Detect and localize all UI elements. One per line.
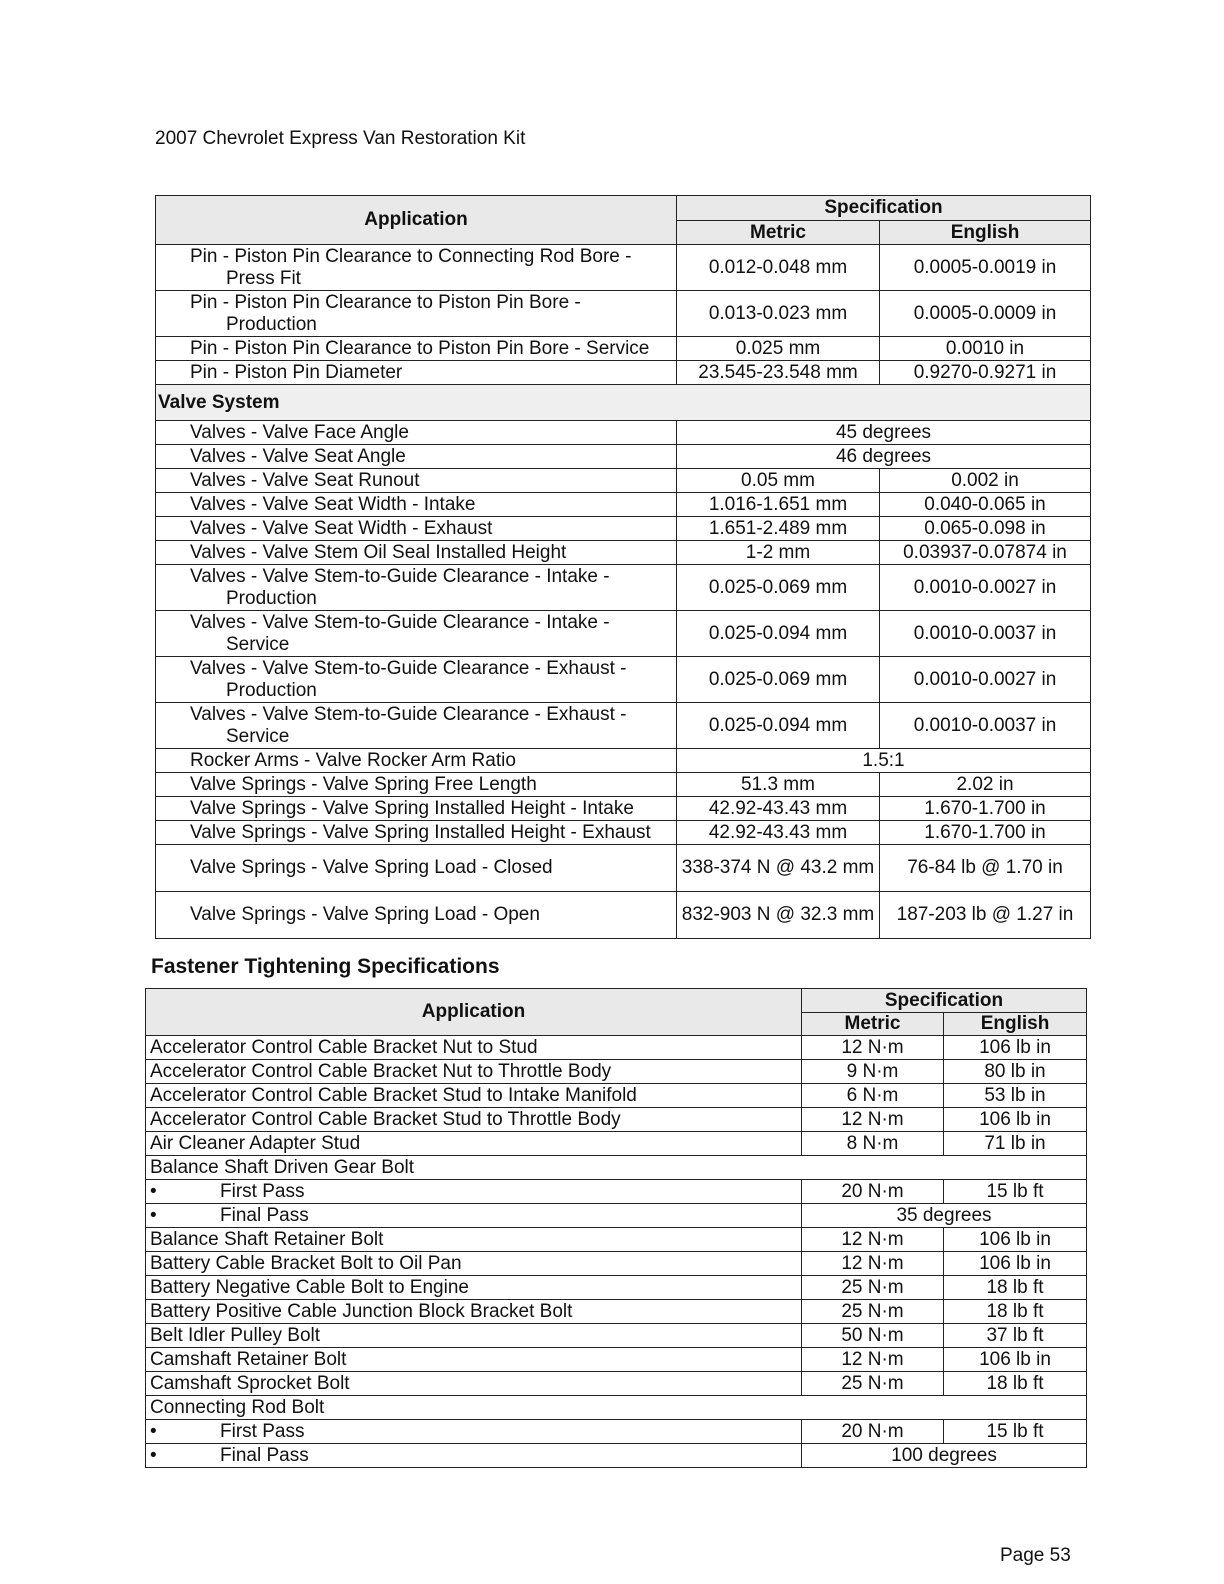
application-cell bbox=[146, 1204, 802, 1228]
application-text: Rocker Arms - Valve Rocker Arm Ratio bbox=[190, 749, 516, 771]
english-value-cell: 37 lb ft bbox=[944, 1324, 1087, 1348]
table-row bbox=[156, 337, 1091, 361]
column-header-metric: Metric bbox=[802, 1013, 944, 1036]
english-value-cell: 18 lb ft bbox=[944, 1276, 1087, 1300]
english-value-cell: 76-84 lb @ 1.70 in bbox=[880, 845, 1091, 892]
metric-value-cell: 12 N·m bbox=[802, 1036, 944, 1060]
table-row bbox=[146, 1396, 1087, 1420]
application-cell bbox=[156, 245, 677, 291]
application-cell bbox=[146, 1108, 802, 1132]
metric-value-cell: 25 N·m bbox=[802, 1372, 944, 1396]
application-text: Balance Shaft Retainer Bolt bbox=[150, 1228, 384, 1250]
application-text: Valves - Valve Stem-to-Guide Clearance - Intake - bbox=[190, 565, 610, 587]
application-text-continued: Press Fit bbox=[226, 267, 301, 289]
english-value-cell: 2.02 in bbox=[880, 773, 1091, 797]
table-row bbox=[156, 749, 1091, 773]
application-text: Valve Springs - Valve Spring Installed Height - Exhaust bbox=[190, 821, 651, 843]
application-text: Valves - Valve Stem Oil Seal Installed Height bbox=[190, 541, 567, 563]
metric-value-cell: 0.025 mm bbox=[677, 337, 880, 361]
metric-value-cell: 20 N·m bbox=[802, 1180, 944, 1204]
metric-value-cell: 0.05 mm bbox=[677, 469, 880, 493]
application-text: Accelerator Control Cable Bracket Nut to Stud bbox=[150, 1036, 538, 1058]
table-row bbox=[146, 1228, 1087, 1252]
bullet-icon: • bbox=[150, 1444, 157, 1466]
english-value-cell: 18 lb ft bbox=[944, 1300, 1087, 1324]
application-text: Pin - Piston Pin Diameter bbox=[190, 361, 403, 383]
table-row bbox=[146, 1276, 1087, 1300]
application-cell bbox=[156, 845, 677, 892]
application-cell bbox=[146, 1252, 802, 1276]
english-value-cell: 0.0005-0.0009 in bbox=[880, 291, 1091, 337]
column-header-specification: Specification bbox=[677, 196, 1091, 221]
application-text: Valves - Valve Stem-to-Guide Clearance - Intake - bbox=[190, 611, 610, 633]
english-value-cell: 1.670-1.700 in bbox=[880, 821, 1091, 845]
english-value-cell: 53 lb in bbox=[944, 1084, 1087, 1108]
table-row bbox=[156, 493, 1091, 517]
application-cell bbox=[156, 421, 677, 445]
column-header-specification: Specification bbox=[802, 989, 1087, 1013]
english-value-cell: 0.0010 in bbox=[880, 337, 1091, 361]
table-row bbox=[156, 611, 1091, 657]
english-value-cell: 106 lb in bbox=[944, 1228, 1087, 1252]
application-cell bbox=[146, 1228, 802, 1252]
application-text: Valve Springs - Valve Spring Installed Height - Intake bbox=[190, 797, 634, 819]
application-cell bbox=[156, 749, 677, 773]
metric-value-cell: 42.92-43.43 mm bbox=[677, 821, 880, 845]
metric-value-cell: 338-374 N @ 43.2 mm bbox=[677, 845, 880, 892]
table-row bbox=[146, 1060, 1087, 1084]
application-cell bbox=[156, 565, 677, 611]
application-text-continued: Service bbox=[226, 633, 290, 655]
application-cell bbox=[156, 892, 677, 939]
metric-value-cell: 0.013-0.023 mm bbox=[677, 291, 880, 337]
english-value-cell: 0.0010-0.0037 in bbox=[880, 703, 1091, 749]
english-value-cell: 0.0010-0.0027 in bbox=[880, 657, 1091, 703]
english-value-cell: 187-203 lb @ 1.27 in bbox=[880, 892, 1091, 939]
application-text: Belt Idler Pulley Bolt bbox=[150, 1324, 321, 1346]
application-text: Valve Springs - Valve Spring Load - Open bbox=[190, 904, 540, 925]
metric-value-cell: 23.545-23.548 mm bbox=[677, 361, 880, 385]
table-row bbox=[146, 1036, 1087, 1060]
group-label-cell: Balance Shaft Driven Gear Bolt bbox=[146, 1156, 1087, 1180]
application-text: Air Cleaner Adapter Stud bbox=[150, 1132, 361, 1154]
application-text: Valves - Valve Seat Width - Exhaust bbox=[190, 517, 493, 539]
application-text: Camshaft Retainer Bolt bbox=[150, 1348, 347, 1370]
application-cell bbox=[146, 1372, 802, 1396]
application-text-continued: Production bbox=[226, 313, 317, 335]
english-value-cell: 106 lb in bbox=[944, 1036, 1087, 1060]
application-text: First Pass bbox=[220, 1420, 305, 1442]
application-cell bbox=[146, 1444, 802, 1468]
engine-spec-table bbox=[155, 195, 1091, 939]
section-row bbox=[156, 385, 1091, 421]
application-cell bbox=[156, 657, 677, 703]
table-row bbox=[146, 1132, 1087, 1156]
column-header-application: Application bbox=[146, 989, 802, 1036]
table-row bbox=[156, 361, 1091, 385]
application-cell bbox=[156, 797, 677, 821]
metric-value-cell: 42.92-43.43 mm bbox=[677, 797, 880, 821]
application-cell bbox=[146, 1132, 802, 1156]
spec-value-cell: 35 degrees bbox=[802, 1204, 1087, 1228]
table-row bbox=[156, 469, 1091, 493]
bullet-icon: • bbox=[150, 1420, 157, 1442]
application-cell bbox=[146, 1180, 802, 1204]
table-row bbox=[146, 1180, 1087, 1204]
application-text: Accelerator Control Cable Bracket Stud to Intake Manifold bbox=[150, 1084, 637, 1106]
english-value-cell: 0.03937-0.07874 in bbox=[880, 541, 1091, 565]
english-value-cell: 106 lb in bbox=[944, 1348, 1087, 1372]
table-row bbox=[156, 517, 1091, 541]
application-text: First Pass bbox=[220, 1180, 305, 1202]
column-header-english: English bbox=[944, 1013, 1087, 1036]
application-cell bbox=[146, 1420, 802, 1444]
application-text: Valves - Valve Face Angle bbox=[190, 421, 409, 443]
section-heading: Fastener Tightening Specifications bbox=[151, 955, 500, 978]
application-text: Pin - Piston Pin Clearance to Piston Pin Bore - Service bbox=[190, 337, 650, 359]
english-value-cell: 15 lb ft bbox=[944, 1180, 1087, 1204]
table-row bbox=[146, 1108, 1087, 1132]
metric-value-cell: 1.016-1.651 mm bbox=[677, 493, 880, 517]
table-row bbox=[146, 1444, 1087, 1468]
english-value-cell: 1.670-1.700 in bbox=[880, 797, 1091, 821]
metric-value-cell: 9 N·m bbox=[802, 1060, 944, 1084]
application-text: Final Pass bbox=[220, 1444, 309, 1466]
application-cell bbox=[156, 541, 677, 565]
spec-value-cell: 100 degrees bbox=[802, 1444, 1087, 1468]
application-cell bbox=[156, 445, 677, 469]
metric-value-cell: 50 N·m bbox=[802, 1324, 944, 1348]
table-row bbox=[146, 1252, 1087, 1276]
application-text: Accelerator Control Cable Bracket Nut to Throttle Body bbox=[150, 1060, 612, 1082]
metric-value-cell: 0.025-0.069 mm bbox=[677, 565, 880, 611]
application-text-continued: Production bbox=[226, 679, 317, 701]
application-cell bbox=[156, 361, 677, 385]
application-text-continued: Production bbox=[226, 587, 317, 609]
table-row bbox=[156, 892, 1091, 939]
application-text: Valves - Valve Seat Width - Intake bbox=[190, 493, 476, 515]
metric-value-cell: 6 N·m bbox=[802, 1084, 944, 1108]
metric-value-cell: 12 N·m bbox=[802, 1228, 944, 1252]
fastener-spec-table bbox=[145, 988, 1087, 1468]
table-row bbox=[146, 1420, 1087, 1444]
metric-value-cell: 51.3 mm bbox=[677, 773, 880, 797]
table-row bbox=[156, 797, 1091, 821]
metric-value-cell: 832-903 N @ 32.3 mm bbox=[677, 892, 880, 939]
bullet-icon: • bbox=[150, 1204, 157, 1226]
column-header-application: Application bbox=[156, 196, 677, 245]
metric-value-cell: 25 N·m bbox=[802, 1300, 944, 1324]
spec-value-cell: 1.5:1 bbox=[677, 749, 1091, 773]
english-value-cell: 0.9270-0.9271 in bbox=[880, 361, 1091, 385]
application-text-continued: Service bbox=[226, 725, 290, 747]
application-cell bbox=[156, 703, 677, 749]
application-text: Battery Positive Cable Junction Block Bracket Bolt bbox=[150, 1300, 573, 1322]
table-row bbox=[156, 445, 1091, 469]
document-title: 2007 Chevrolet Express Van Restoration Kit bbox=[155, 128, 526, 149]
english-value-cell: 0.0010-0.0037 in bbox=[880, 611, 1091, 657]
english-value-cell: 0.040-0.065 in bbox=[880, 493, 1091, 517]
table-row bbox=[156, 245, 1091, 291]
application-text: Valves - Valve Stem-to-Guide Clearance - Exhaust - bbox=[190, 657, 627, 679]
application-cell bbox=[146, 1084, 802, 1108]
metric-value-cell: 0.012-0.048 mm bbox=[677, 245, 880, 291]
table-row bbox=[146, 1348, 1087, 1372]
application-text: Accelerator Control Cable Bracket Stud to Throttle Body bbox=[150, 1108, 621, 1130]
application-text: Pin - Piston Pin Clearance to Connecting Rod Bore - bbox=[190, 245, 632, 267]
application-cell bbox=[156, 773, 677, 797]
application-cell bbox=[146, 1348, 802, 1372]
table-row bbox=[156, 565, 1091, 611]
application-cell bbox=[156, 337, 677, 361]
metric-value-cell: 0.025-0.094 mm bbox=[677, 611, 880, 657]
english-value-cell: 0.002 in bbox=[880, 469, 1091, 493]
application-text: Camshaft Sprocket Bolt bbox=[150, 1372, 350, 1394]
table-row bbox=[146, 1156, 1087, 1180]
spec-value-cell: 45 degrees bbox=[677, 421, 1091, 445]
application-cell bbox=[146, 1324, 802, 1348]
application-text: Battery Cable Bracket Bolt to Oil Pan bbox=[150, 1252, 462, 1274]
metric-value-cell: 1-2 mm bbox=[677, 541, 880, 565]
application-text: Final Pass bbox=[220, 1204, 309, 1226]
english-value-cell: 0.065-0.098 in bbox=[880, 517, 1091, 541]
application-cell bbox=[156, 821, 677, 845]
table-row bbox=[156, 291, 1091, 337]
table-row bbox=[156, 541, 1091, 565]
table-row bbox=[146, 1372, 1087, 1396]
application-cell bbox=[146, 1276, 802, 1300]
metric-value-cell: 8 N·m bbox=[802, 1132, 944, 1156]
english-value-cell: 106 lb in bbox=[944, 1108, 1087, 1132]
table-row bbox=[146, 1300, 1087, 1324]
application-text: Battery Negative Cable Bolt to Engine bbox=[150, 1276, 469, 1298]
table-row bbox=[156, 703, 1091, 749]
metric-value-cell: 12 N·m bbox=[802, 1348, 944, 1372]
metric-value-cell: 12 N·m bbox=[802, 1108, 944, 1132]
table-row bbox=[146, 1204, 1087, 1228]
english-value-cell: 71 lb in bbox=[944, 1132, 1087, 1156]
application-cell bbox=[146, 1036, 802, 1060]
english-value-cell: 0.0005-0.0019 in bbox=[880, 245, 1091, 291]
application-text: Valves - Valve Seat Angle bbox=[190, 445, 406, 467]
metric-value-cell: 20 N·m bbox=[802, 1420, 944, 1444]
section-label: Valve System bbox=[156, 385, 1091, 421]
metric-value-cell: 0.025-0.094 mm bbox=[677, 703, 880, 749]
application-text: Valve Springs - Valve Spring Load - Closed bbox=[190, 857, 553, 878]
page-number: Page 53 bbox=[1000, 1545, 1071, 1566]
group-label-cell: Connecting Rod Bolt bbox=[146, 1396, 1087, 1420]
application-cell bbox=[146, 1060, 802, 1084]
application-cell bbox=[156, 291, 677, 337]
metric-value-cell: 12 N·m bbox=[802, 1252, 944, 1276]
column-header-english: English bbox=[880, 221, 1091, 245]
application-cell bbox=[156, 493, 677, 517]
table-row bbox=[156, 657, 1091, 703]
spec-value-cell: 46 degrees bbox=[677, 445, 1091, 469]
table-row bbox=[146, 1084, 1087, 1108]
table-row bbox=[146, 1324, 1087, 1348]
column-header-metric: Metric bbox=[677, 221, 880, 245]
application-cell bbox=[156, 517, 677, 541]
metric-value-cell: 1.651-2.489 mm bbox=[677, 517, 880, 541]
table-row bbox=[156, 773, 1091, 797]
table-row bbox=[156, 421, 1091, 445]
application-text: Pin - Piston Pin Clearance to Piston Pin Bore - bbox=[190, 291, 581, 313]
english-value-cell: 80 lb in bbox=[944, 1060, 1087, 1084]
application-text: Valves - Valve Seat Runout bbox=[190, 469, 420, 491]
english-value-cell: 0.0010-0.0027 in bbox=[880, 565, 1091, 611]
metric-value-cell: 0.025-0.069 mm bbox=[677, 657, 880, 703]
application-text: Valve Springs - Valve Spring Free Length bbox=[190, 773, 537, 795]
table-row bbox=[156, 845, 1091, 892]
table-row bbox=[156, 821, 1091, 845]
metric-value-cell: 25 N·m bbox=[802, 1276, 944, 1300]
english-value-cell: 106 lb in bbox=[944, 1252, 1087, 1276]
application-cell bbox=[156, 611, 677, 657]
english-value-cell: 18 lb ft bbox=[944, 1372, 1087, 1396]
application-cell bbox=[156, 469, 677, 493]
application-cell bbox=[146, 1300, 802, 1324]
application-text: Valves - Valve Stem-to-Guide Clearance - Exhaust - bbox=[190, 703, 627, 725]
english-value-cell: 15 lb ft bbox=[944, 1420, 1087, 1444]
bullet-icon: • bbox=[150, 1180, 157, 1202]
